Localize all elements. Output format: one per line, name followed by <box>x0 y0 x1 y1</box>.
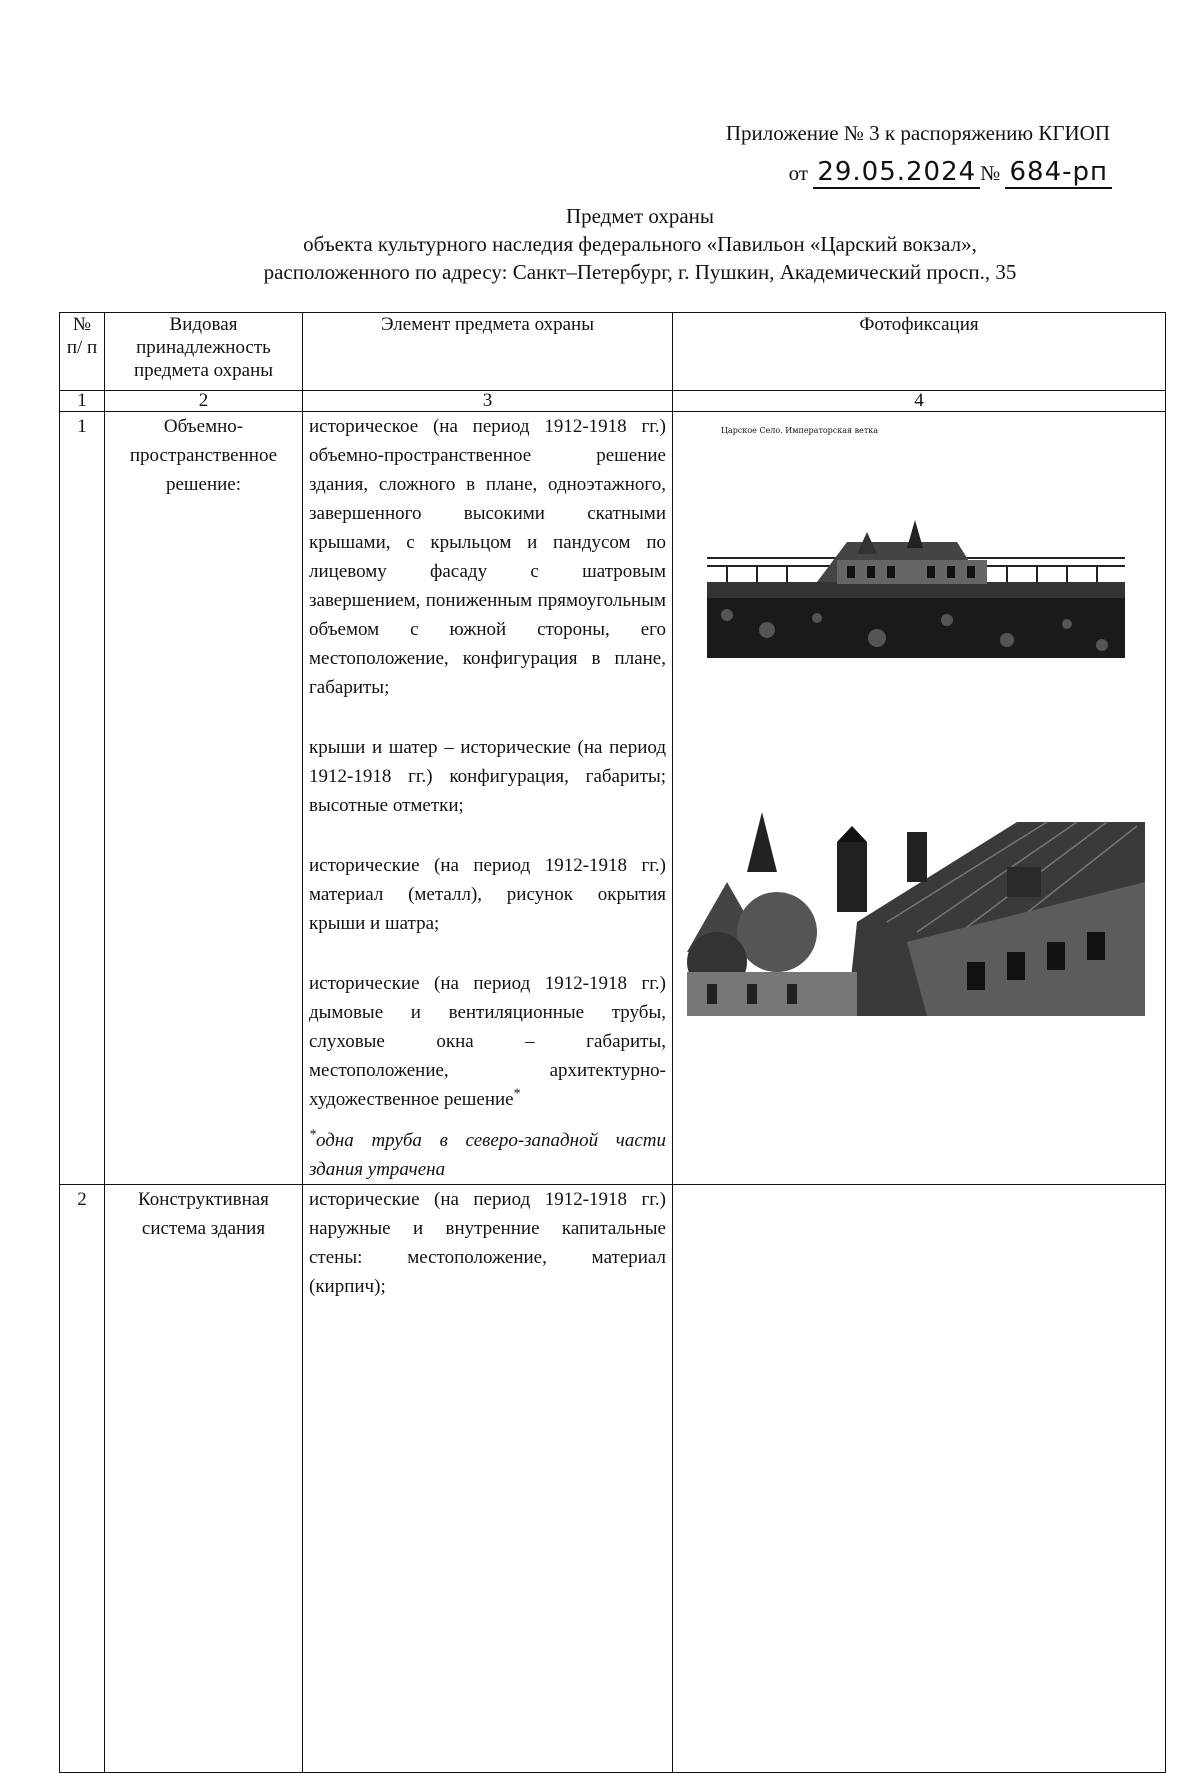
document-title <box>0 202 1200 286</box>
column-number-row <box>60 391 1166 412</box>
element-text: исторические (на период 1912-1918 гг.) дымовые и вентиляционные трубы, слуховые окна – габариты, местоположение, архитектурно-художественное решение <box>309 973 666 1110</box>
order-prefix: от <box>788 161 809 185</box>
footnote <box>309 1126 666 1184</box>
element-paragraph: историческое (на период 1912-1918 гг.) объемно-пространственное решение здания, сложного в плане, одноэтажного, завершенного высокими скатными крышами, с крыльцом и пандусом по лицевому фасаду с шатровым завершением, пониженным прямоугольным объемом с южной стороны, его местоположение, конфигурация в плане, габариты; <box>309 416 666 698</box>
historic-photo-roof <box>687 812 1145 1016</box>
row-type: Конструктивная система здания <box>105 1185 303 1773</box>
header-number: № п/ п <box>60 313 105 391</box>
element-paragraph: исторические (на период 1912-1918 гг.) наружные и внутренние капитальные стены: местоположение, материал (кирпич); <box>309 1189 666 1297</box>
historic-photo-pavilion <box>707 520 1125 658</box>
order-reference <box>789 156 1112 190</box>
row-elements <box>303 1185 673 1773</box>
footnote-mark: * <box>309 1127 316 1143</box>
order-date: 29.05.2024 <box>813 157 980 189</box>
order-number: 684-рп <box>1005 157 1112 189</box>
title-line-2: объекта культурного наследия федерального «Павильон «Царский вокзал», <box>303 232 977 256</box>
row-elements <box>303 412 673 1185</box>
footnote-mark: * <box>513 1086 521 1102</box>
header-type: Видовая принадлежность предмета охраны <box>105 313 303 391</box>
column-number: 3 <box>303 391 673 412</box>
header-element: Элемент предмета охраны <box>303 313 673 391</box>
photo-cell <box>673 1185 1166 1773</box>
row-type: Объемно-пространственное решение: <box>105 412 303 1185</box>
title-line-1: Предмет охраны <box>565 204 715 228</box>
appendix-heading: Приложение № 3 к распоряжению КГИОП <box>725 121 1110 145</box>
column-number: 4 <box>673 391 1166 412</box>
element-paragraph: крыши и шатер – исторические (на период 1912-1918 гг.) конфигурация, габариты; высотные отметки; <box>309 737 666 816</box>
element-paragraph <box>309 969 666 1114</box>
table-row <box>60 412 1166 1185</box>
column-number: 2 <box>105 391 303 412</box>
table-row <box>60 1185 1166 1773</box>
photo-caption: Царское Село. Императорская ветка <box>721 426 879 435</box>
title-line-3: расположенного по адресу: Санкт–Петербург, г. Пушкин, Академический просп., 35 <box>263 260 1017 284</box>
row-number: 1 <box>60 412 105 1185</box>
column-number: 1 <box>60 391 105 412</box>
table-header-row <box>60 313 1166 391</box>
header-photo: Фотофиксация <box>673 313 1166 391</box>
footnote-text: одна труба в северо-западной части здания утрачена <box>309 1130 666 1180</box>
order-number-label: № <box>980 161 1001 185</box>
row-number: 2 <box>60 1185 105 1773</box>
protection-subject-table <box>59 312 1166 1773</box>
photo-cell <box>673 412 1166 1185</box>
element-paragraph: исторические (на период 1912-1918 гг.) материал (металл), рисунок окрытия крыши и шатра; <box>309 855 666 934</box>
